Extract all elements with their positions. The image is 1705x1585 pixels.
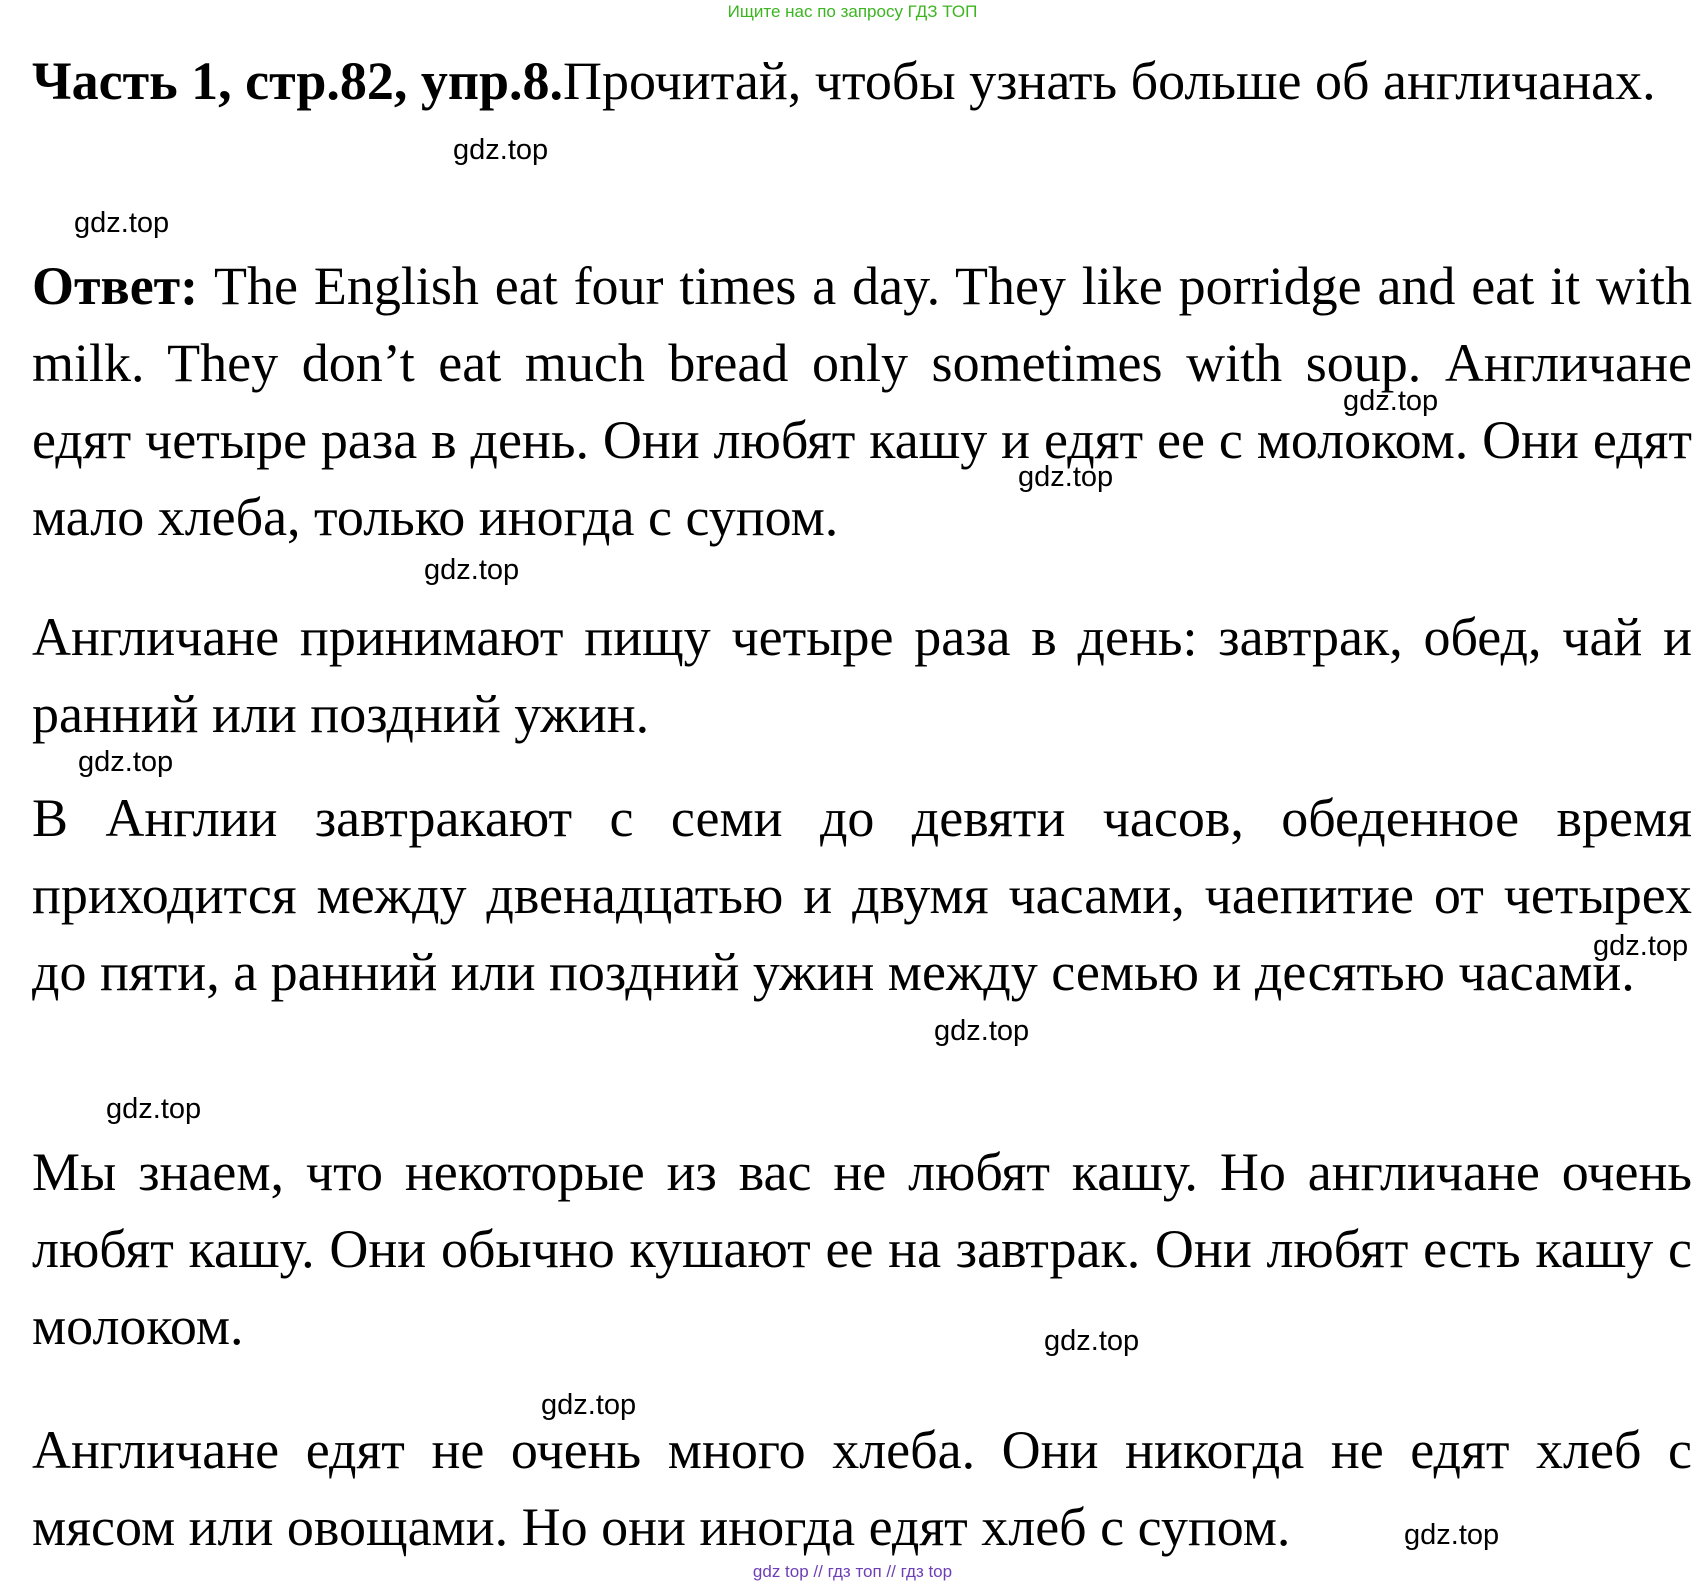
paragraph-meals: Англичане принимают пищу четыре раза в день: завтрак, обед, чай и ранний или поздний ужин. [32, 607, 1692, 744]
footer-credits: gdz top // гдз топ // гдз top [752, 1562, 953, 1581]
answer-english: The English eat four times a day. They like porridge and eat it with milk. They don’t eat much bread only sometimes with soup. [32, 256, 1692, 393]
watermark: gdz.top [1343, 385, 1439, 417]
watermark: gdz.top [424, 554, 520, 586]
exercise-heading [32, 43, 1692, 120]
watermark: gdz.top [1593, 930, 1689, 962]
paragraph-meal-times: В Англии завтракают с семи до девяти часов, обеденное время приходится между двенадцатью и двумя часами, чаепитие от четырех до пяти, а ранний или поздний ужин между семью и десятью часами. [32, 788, 1692, 1002]
answer-block [32, 248, 1692, 556]
answer-label: Ответ: [32, 256, 199, 316]
answer-russian: Англичане едят четыре раза в день. Они любят кашу и едят ее с молоком. Они едят мало хлеба, только иногда с супом. [32, 333, 1692, 547]
watermark: gdz.top [106, 1093, 202, 1125]
watermark: gdz.top [1404, 1519, 1500, 1551]
exercise-task: Прочитай, чтобы узнать больше об англичанах. [563, 51, 1656, 111]
watermark: gdz.top [74, 207, 170, 239]
exercise-reference: Часть 1, стр.82, упр.8. [32, 51, 564, 111]
watermark: gdz.top [541, 1389, 637, 1421]
watermark: gdz.top [78, 746, 174, 778]
paragraph-porridge: Мы знаем, что некоторые из вас не любят кашу. Но англичане очень любят кашу. Они обычно кушают ее на завтрак. Они любят есть кашу с молоком. [32, 1142, 1692, 1356]
watermark: gdz.top [1018, 461, 1114, 493]
search-hint: Ищите нас по запросу ГДЗ ТОП [727, 2, 978, 21]
watermark: gdz.top [934, 1015, 1030, 1047]
watermark: gdz.top [1044, 1325, 1140, 1357]
paragraph-bread: Англичане едят не очень много хлеба. Они никогда не едят хлеб с мясом или овощами. Но они иногда едят хлеб с супом. [32, 1420, 1692, 1557]
watermark: gdz.top [453, 134, 549, 166]
